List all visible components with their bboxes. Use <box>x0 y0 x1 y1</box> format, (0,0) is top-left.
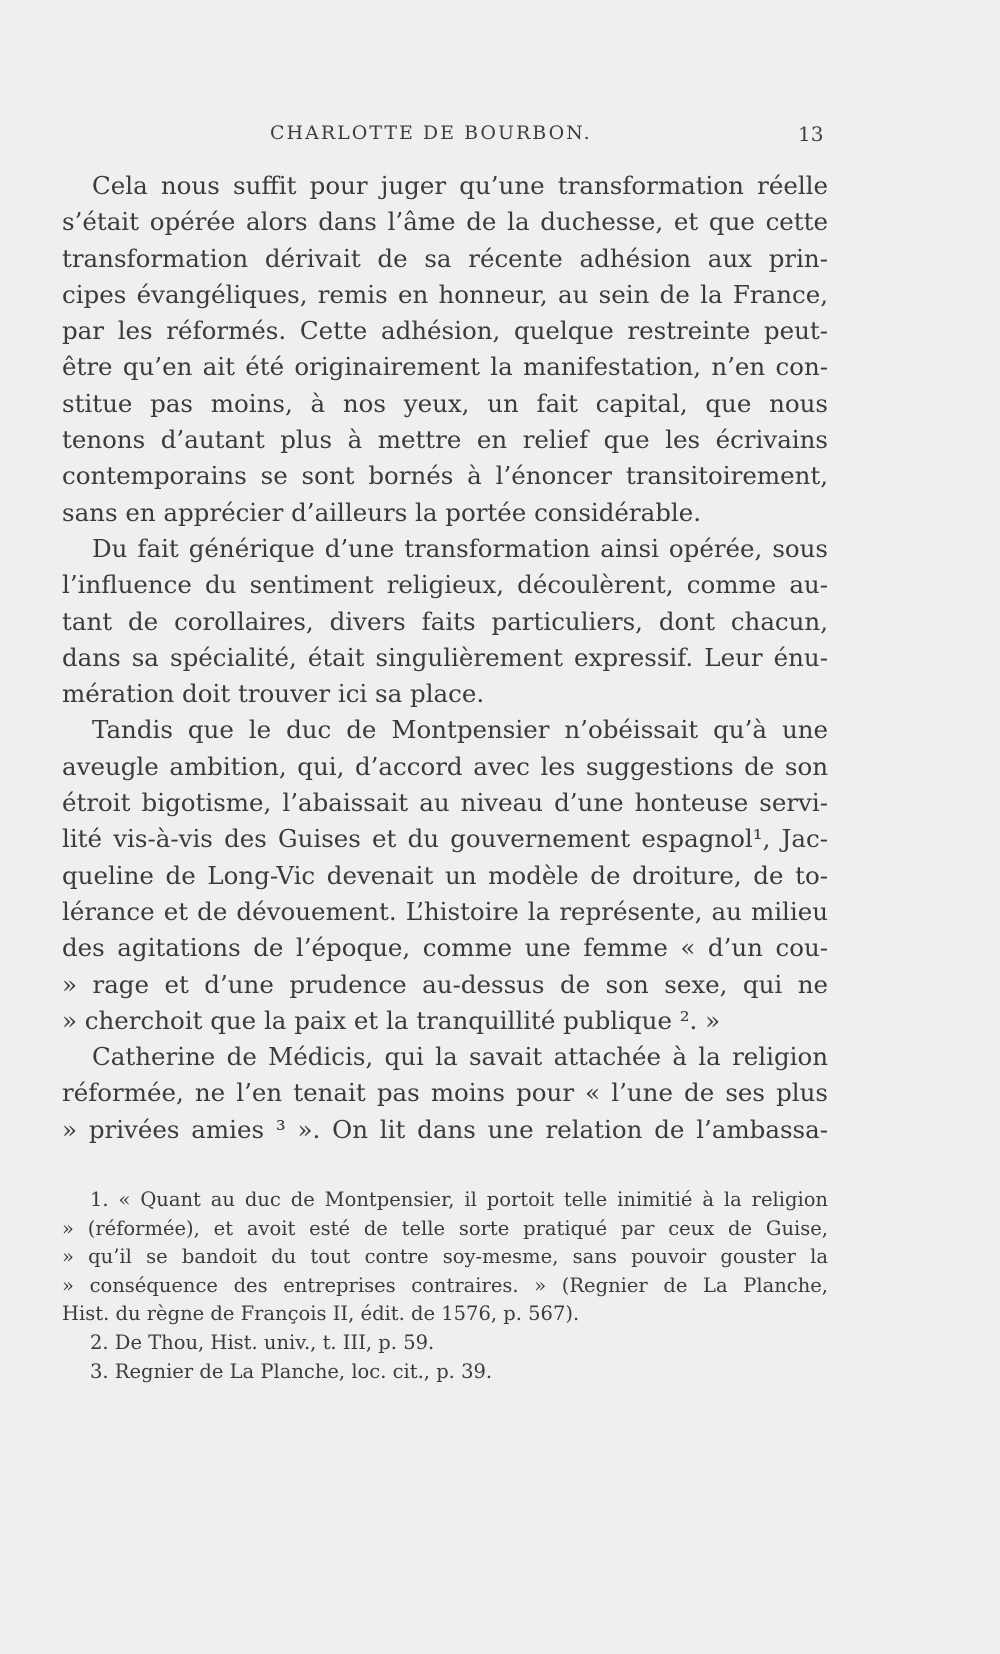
body-line: » cherchoit que la paix et la tranquillité publique ². » <box>62 1005 721 1035</box>
body-line: lité vis-à-vis des Guises et du gouvernement espagnol¹, Jac- <box>62 824 828 854</box>
body-line: s’était opérée alors dans l’âme de la duchesse, et que cette <box>62 207 828 237</box>
body-line: transformation dérivait de sa récente adhésion aux prin- <box>62 243 828 273</box>
body-line: stitue pas moins, à nos yeux, un fait capital, que nous <box>62 388 828 418</box>
body-line: » rage et d’une prudence au-dessus de son sexe, qui ne <box>62 969 828 999</box>
body-line: aveugle ambition, qui, d’accord avec les suggestions de son <box>62 751 828 781</box>
footnotes <box>62 1186 828 1386</box>
page-header <box>0 122 1000 152</box>
body-line: Du fait générique d’une transformation ainsi opérée, sous <box>92 533 828 563</box>
body-line: dans sa spécialité, était singulièrement expressif. Leur énu- <box>62 642 828 672</box>
page-number: 13 <box>798 122 824 146</box>
body-line: Tandis que le duc de Montpensier n’obéissait qu’à une <box>92 715 828 745</box>
body-line: queline de Long-Vic devenait un modèle de droiture, de to- <box>62 860 828 890</box>
footnote-line: 3. Regnier de La Planche, loc. cit., p. 39. <box>90 1359 493 1383</box>
footnote-line: Hist. du règne de François II, édit. de 1576, p. 567). <box>62 1302 580 1326</box>
body-line: tant de corollaires, divers faits particuliers, dont chacun, <box>62 606 828 636</box>
body-line: cipes évangéliques, remis en honneur, au sein de la France, <box>62 279 828 309</box>
footnote-line: 2. De Thou, Hist. univ., t. III, p. 59. <box>90 1330 435 1354</box>
body-line: étroit bigotisme, l’abaissait au niveau d’une honteuse servi- <box>62 788 828 818</box>
body-line: lérance et de dévouement. L’histoire la représente, au milieu <box>62 896 828 926</box>
body-line: par les réformés. Cette adhésion, quelque restreinte peut- <box>62 316 828 346</box>
body-line: tenons d’autant plus à mettre en relief que les écrivains <box>62 425 828 455</box>
footnote-line: » conséquence des entreprises contraires. » (Regnier de La Planche, <box>62 1273 828 1297</box>
body-line: contemporains se sont bornés à l’énoncer transitoirement, <box>62 461 828 491</box>
body-line: réformée, ne l’en tenait pas moins pour « l’une de ses plus <box>62 1078 828 1108</box>
body-line: être qu’en ait été originairement la manifestation, n’en con- <box>62 352 828 382</box>
footnote-line: » (réformée), et avoit esté de telle sorte pratiqué par ceux de Guise, <box>62 1216 828 1240</box>
body-line: sans en apprécier d’ailleurs la portée considérable. <box>62 497 702 527</box>
footnote-line: » qu’il se bandoit du tout contre soy-mesme, sans pouvoir gouster la <box>62 1245 828 1269</box>
body-line: » privées amies ³ ». On lit dans une relation de l’ambassa- <box>62 1114 828 1144</box>
body-line: l’influence du sentiment religieux, découlèrent, comme au- <box>62 570 828 600</box>
body-line: des agitations de l’époque, comme une femme « d’un cou- <box>62 933 828 963</box>
body-line: Catherine de Médicis, qui la savait attachée à la religion <box>92 1042 828 1072</box>
running-title: CHARLOTTE DE BOURBON. <box>270 122 592 144</box>
body-line: mération doit trouver ici sa place. <box>62 679 485 709</box>
footnote-line: 1. « Quant au duc de Montpensier, il portoit telle inimitié à la religion <box>90 1188 828 1211</box>
body-line: Cela nous suffit pour juger qu’une transformation réelle <box>92 171 828 200</box>
body-text <box>62 168 828 1148</box>
